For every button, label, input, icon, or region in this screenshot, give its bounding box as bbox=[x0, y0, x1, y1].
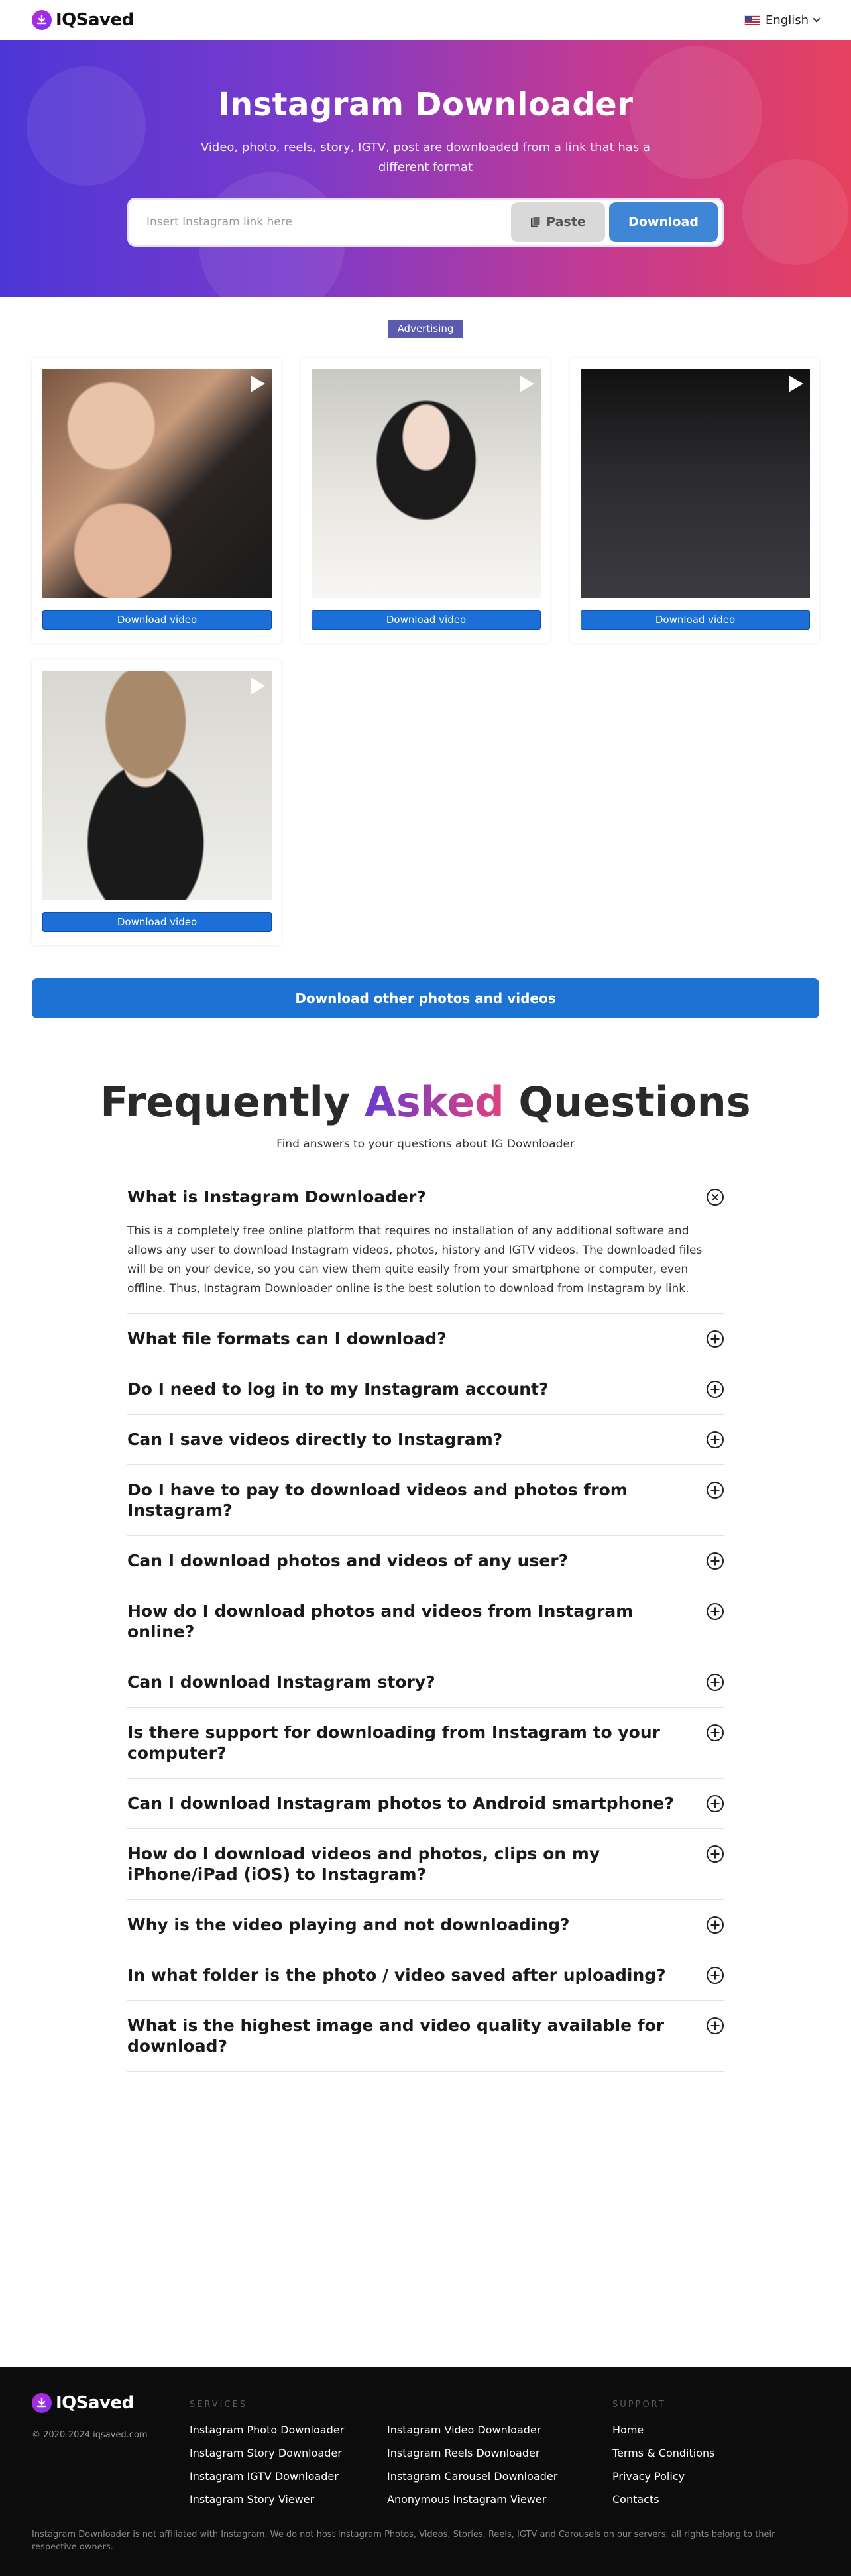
language-label: English bbox=[766, 13, 809, 27]
footer-link[interactable]: Instagram Story Viewer bbox=[190, 2493, 315, 2506]
faq-question: Can I download Instagram story? bbox=[127, 1672, 435, 1692]
video-card bbox=[32, 358, 281, 643]
faq-item bbox=[127, 1708, 724, 1779]
chevron-down-icon bbox=[813, 15, 820, 22]
faq-item bbox=[127, 1364, 724, 1415]
footer-copyright: © 2020-2024 iqsaved.com bbox=[32, 2430, 148, 2440]
faq-question-row[interactable] bbox=[127, 1965, 724, 1985]
close-circle-icon[interactable] bbox=[703, 1185, 728, 1210]
faq-item bbox=[127, 1465, 724, 1536]
footer-disclaimer: Instagram Downloader is not affiliated with Instagram. We do not host Instagram Photos, Videos, Stories, Reels, IGTV and Carousels on our servers, all rights belong to their respective owners. bbox=[32, 2530, 775, 2552]
faq-question-row[interactable] bbox=[127, 1914, 724, 1935]
faq-question: Can I download photos and videos of any user? bbox=[127, 1551, 569, 1570]
footer-link[interactable]: Home bbox=[612, 2424, 644, 2436]
faq-item bbox=[127, 1415, 724, 1465]
hero-section bbox=[0, 40, 851, 297]
faq-answer: This is a completely free online platform that requires no installation of any additional software and allows any user to download Instagram videos, photos, history and IGTV videos. The downloaded files will be on your device, so you can view them quite easily from your smartphone or computer, even offline. Thus, Instagram Downloader online is the best solution to download from Instagram by link. bbox=[127, 1224, 703, 1295]
hero-subtitle: Video, photo, reels, story, IGTV, post are downloaded from a link that has a different format bbox=[201, 141, 650, 174]
site-logo[interactable] bbox=[32, 10, 134, 30]
plus-circle-icon[interactable] bbox=[707, 1482, 724, 1499]
us-flag-icon bbox=[744, 15, 760, 25]
faq-question: What is the highest image and video quality available for download? bbox=[127, 2016, 665, 2056]
page-title: Instagram Downloader bbox=[217, 86, 634, 123]
faq-question-row[interactable] bbox=[127, 2015, 724, 2056]
footer bbox=[0, 2367, 851, 2576]
footer-link[interactable]: Terms & Conditions bbox=[612, 2447, 715, 2459]
faq-question: In what folder is the photo / video saved after uploading? bbox=[127, 1965, 666, 1985]
video-thumbnail[interactable] bbox=[42, 369, 272, 598]
plus-circle-icon[interactable] bbox=[707, 1552, 724, 1570]
footer-logo-text: IQSaved bbox=[56, 2393, 134, 2413]
download-video-button[interactable]: Download video bbox=[42, 610, 272, 630]
plus-circle-icon[interactable] bbox=[707, 1724, 724, 1741]
paste-button[interactable] bbox=[511, 202, 605, 242]
plus-circle-icon[interactable] bbox=[707, 1674, 724, 1691]
faq-question-row[interactable] bbox=[127, 1793, 724, 1814]
search-bar bbox=[127, 198, 724, 247]
footer-services-column-2 bbox=[387, 2424, 557, 2516]
faq-question-row[interactable] bbox=[127, 1429, 724, 1450]
plus-circle-icon[interactable] bbox=[707, 1795, 724, 1812]
language-selector[interactable] bbox=[744, 13, 819, 27]
play-icon bbox=[251, 375, 265, 392]
play-icon bbox=[251, 677, 265, 695]
faq-question: What file formats can I download? bbox=[127, 1329, 447, 1348]
faq-item bbox=[127, 1900, 724, 1950]
faq-item bbox=[127, 1586, 724, 1657]
footer-logo[interactable] bbox=[32, 2393, 134, 2413]
footer-link[interactable]: Privacy Policy bbox=[612, 2470, 685, 2483]
faq-item bbox=[127, 1536, 724, 1586]
faq-item bbox=[127, 2001, 724, 2072]
plus-circle-icon[interactable] bbox=[707, 1381, 724, 1398]
plus-circle-icon[interactable] bbox=[707, 1603, 724, 1620]
footer-link[interactable]: Contacts bbox=[612, 2493, 659, 2506]
play-icon bbox=[520, 375, 534, 392]
footer-services-column-1 bbox=[190, 2424, 344, 2516]
logo-icon bbox=[32, 10, 52, 30]
faq-question-row[interactable] bbox=[127, 1187, 724, 1207]
hero-background-decoration bbox=[742, 159, 848, 265]
clipboard-icon bbox=[530, 216, 541, 228]
faq-item bbox=[127, 1779, 724, 1829]
faq-subtitle: Find answers to your questions about IG Downloader bbox=[276, 1138, 575, 1151]
play-icon bbox=[789, 375, 803, 392]
video-thumbnail[interactable] bbox=[312, 369, 541, 598]
faq-question: Why is the video playing and not downloading? bbox=[127, 1915, 570, 1934]
footer-link[interactable]: Anonymous Instagram Viewer bbox=[387, 2493, 547, 2506]
faq-question: Can I save videos directly to Instagram? bbox=[127, 1430, 503, 1449]
footer-services-heading: SERVICES bbox=[190, 2400, 248, 2410]
faq-title-accent: Asked bbox=[364, 1078, 504, 1126]
hero-background-decoration bbox=[27, 66, 146, 186]
download-other-button[interactable]: Download other photos and videos bbox=[32, 978, 819, 1018]
footer-link[interactable]: Instagram Reels Downloader bbox=[387, 2447, 540, 2459]
plus-circle-icon[interactable] bbox=[707, 1967, 724, 1984]
top-navbar bbox=[0, 0, 851, 40]
footer-link[interactable]: Instagram Video Downloader bbox=[387, 2424, 541, 2436]
plus-circle-icon[interactable] bbox=[707, 1916, 724, 1934]
faq-question-row[interactable] bbox=[127, 1601, 724, 1642]
faq-question-row[interactable] bbox=[127, 1328, 724, 1349]
video-card bbox=[32, 660, 281, 945]
faq-question: Is there support for downloading from Instagram to your computer? bbox=[127, 1723, 660, 1763]
faq-item bbox=[127, 1657, 724, 1708]
footer-link[interactable]: Instagram Photo Downloader bbox=[190, 2424, 345, 2436]
video-thumbnail[interactable] bbox=[581, 369, 810, 598]
advertising-label: Advertising bbox=[388, 320, 463, 338]
faq-question: What is Instagram Downloader? bbox=[127, 1187, 426, 1206]
plus-circle-icon[interactable] bbox=[707, 1330, 724, 1348]
faq-item bbox=[127, 1172, 724, 1314]
faq-question-row[interactable] bbox=[127, 1551, 724, 1571]
footer-link[interactable]: Instagram IGTV Downloader bbox=[190, 2470, 339, 2483]
download-button[interactable]: Download bbox=[609, 202, 718, 242]
faq-question: Do I have to pay to download videos and photos from Instagram? bbox=[127, 1480, 628, 1520]
faq-question: How do I download photos and videos from Instagram online? bbox=[127, 1602, 634, 1641]
faq-question-row[interactable] bbox=[127, 1480, 724, 1521]
download-video-button[interactable]: Download video bbox=[312, 610, 541, 630]
faq-item bbox=[127, 1829, 724, 1900]
faq-title-start: Frequently bbox=[100, 1078, 365, 1126]
paste-button-label: Paste bbox=[546, 215, 586, 229]
footer-support-heading: SUPPORT bbox=[612, 2400, 666, 2410]
faq-question: Can I download Instagram photos to Android smartphone? bbox=[127, 1794, 674, 1813]
faq-list bbox=[127, 1172, 724, 2072]
faq-item bbox=[127, 1314, 724, 1364]
video-thumbnail[interactable] bbox=[42, 671, 272, 900]
download-video-button[interactable]: Download video bbox=[42, 912, 272, 932]
plus-circle-icon[interactable] bbox=[707, 1431, 724, 1448]
plus-circle-icon[interactable] bbox=[707, 1845, 724, 1863]
faq-question-row[interactable] bbox=[127, 1722, 724, 1763]
footer-link[interactable]: Instagram Carousel Downloader bbox=[387, 2470, 558, 2483]
logo-icon bbox=[32, 2393, 52, 2413]
video-card bbox=[570, 358, 819, 643]
plus-circle-icon[interactable] bbox=[707, 2017, 724, 2034]
logo-text: IQSaved bbox=[56, 10, 134, 30]
faq-question-row[interactable] bbox=[127, 1379, 724, 1399]
faq-item bbox=[127, 1950, 724, 2001]
faq-title-end: Questions bbox=[504, 1078, 751, 1126]
faq-title bbox=[0, 1078, 851, 1126]
download-video-button[interactable]: Download video bbox=[581, 610, 810, 630]
instagram-link-input[interactable] bbox=[146, 215, 511, 229]
faq-question: How do I download videos and photos, clips on my iPhone/iPad (iOS) to Instagram? bbox=[127, 1844, 600, 1884]
faq-question: Do I need to log in to my Instagram account? bbox=[127, 1379, 549, 1399]
faq-question-row[interactable] bbox=[127, 1844, 724, 1885]
footer-link[interactable]: Instagram Story Downloader bbox=[190, 2447, 342, 2459]
footer-support-column bbox=[612, 2424, 714, 2516]
video-card bbox=[301, 358, 550, 643]
faq-question-row[interactable] bbox=[127, 1672, 724, 1692]
